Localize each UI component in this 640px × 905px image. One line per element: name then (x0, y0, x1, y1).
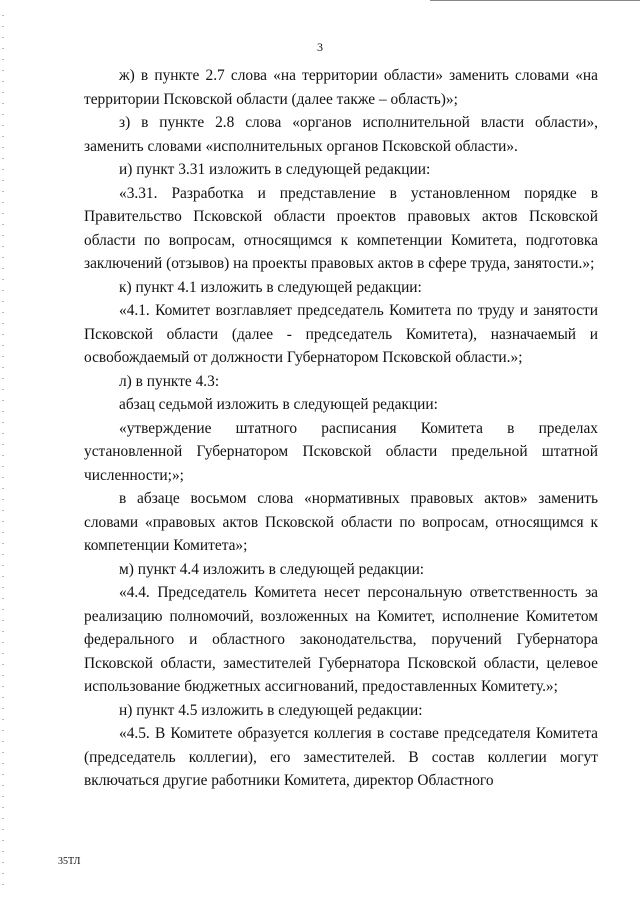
paragraph: в абзаце восьмом слова «нормативных правовых актов» заменить словами «правовых актов Псковской области по вопросам, относящимся к компетенции Комитета»; (84, 490, 598, 554)
paragraph: «3.31. Разработка и представление в установленном порядке в Правительство Псковской области проектов правовых актов Псковской области по вопросам, относящимся к компетенции Комитета, подготовка заключений (отзывов) на проекты правовых актов в сфере труда, занятости.»; (84, 184, 598, 272)
paragraph: «4.1. Комитет возглавляет председатель Комитета по труду и занятости Псковской области (далее - председатель Комитета), назначаемый и освобождаемый от должности Губернатором Псковской области.»; (84, 302, 598, 366)
paragraph: л) в пункте 4.3: (119, 372, 220, 390)
paragraph: к) пункт 4.1 изложить в следующей редакции: (119, 278, 422, 296)
paragraph: з) в пункте 2.8 слова «органов исполнительной власти области», заменить словами «исполнительных органов Псковской области». (84, 114, 598, 155)
paragraph: абзац седьмой изложить в следующей редакции: (119, 396, 438, 413)
paragraph: и) пункт 3.31 изложить в следующей редакции: (119, 161, 431, 178)
scan-edge-line (430, 0, 640, 1)
document-body (84, 64, 598, 793)
paragraph: ж) в пункте 2.7 слова «на территории области» заменить словами «на территории Псковской области (далее также – область)»; (84, 67, 598, 108)
paragraph: «утверждение штатного расписания Комитета в пределах установленной Губернатором Псковской области предельной штатной численности;»; (84, 419, 598, 484)
scan-edge-dots (2, 15, 4, 895)
paragraph: «4.5. В Комитете образуется коллегия в составе председателя Комитета (председатель коллегии), его заместителей. В состав коллегии могут включаться другие работники Комитета, директор Областного (84, 725, 598, 789)
footer-code: 35ТЛ (58, 856, 81, 867)
paragraph: н) пункт 4.5 изложить в следующей редакции: (119, 701, 423, 719)
paragraph: м) пункт 4.4 изложить в следующей редакции: (119, 560, 425, 578)
paragraph: «4.4. Председатель Комитета несет персональную ответственность за реализацию полномочий, возложенных на Комитет, исполнение Комитетом федерального и областного законодательства, поручений Губернатора Псковской области, заместителей Губернатора Псковской области, целевое использование бюджетных ассигнований, предоставленных Комитету.»; (84, 584, 598, 695)
page-number: 3 (317, 40, 323, 54)
